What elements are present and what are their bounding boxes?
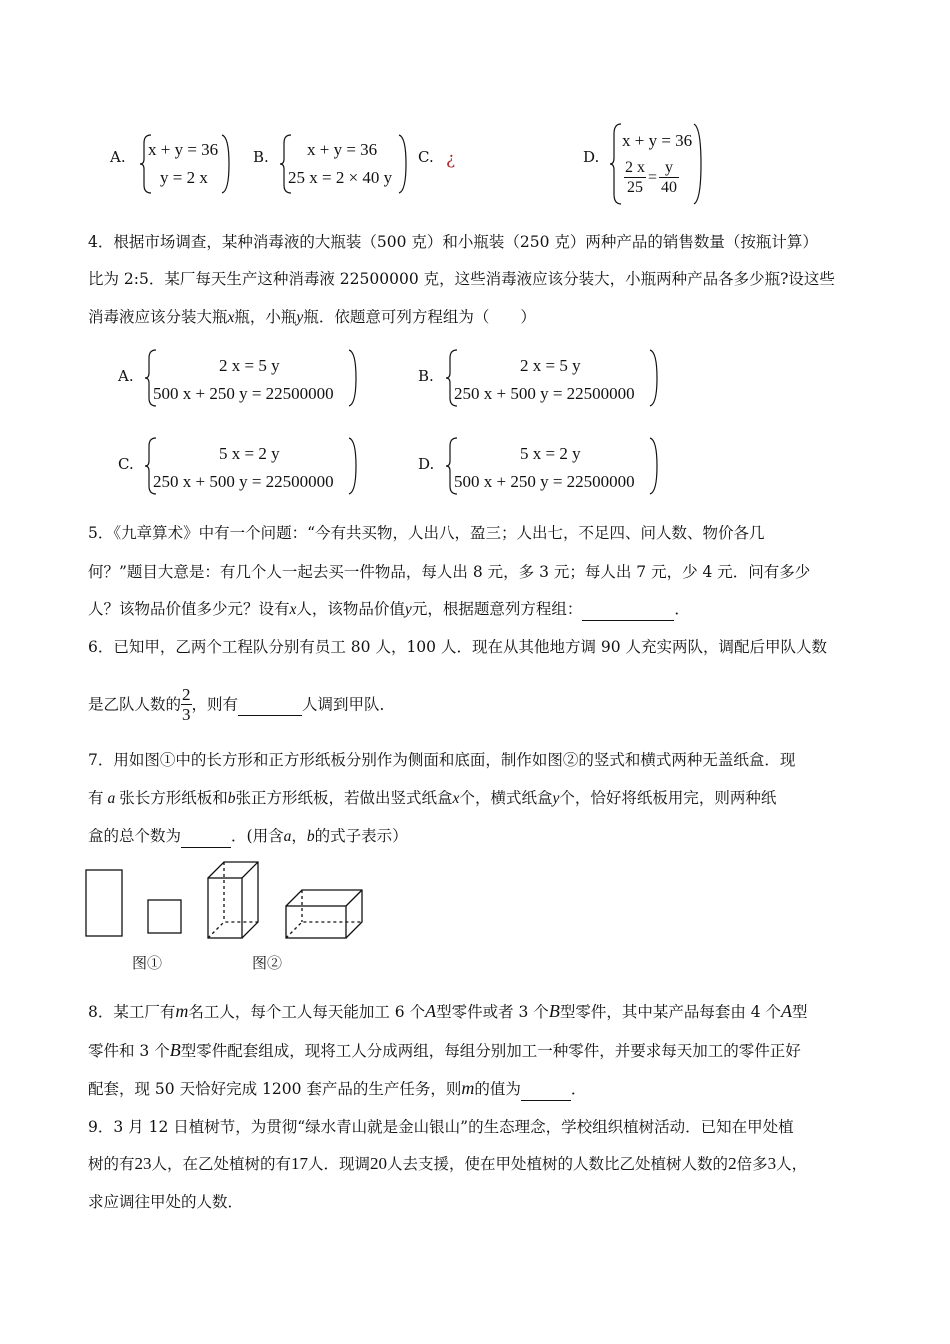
q9-line2: 树的有23人，在乙处植树的有17人．现调20人去支援，使在甲处植树的人数比乙处植树人数的2倍多3人， <box>88 1154 808 1173</box>
q3-a-eq2: y = 2 x <box>160 168 208 187</box>
rectangle-sheet <box>86 870 122 936</box>
q3-option-d-system <box>610 122 705 206</box>
horizontal-box <box>286 890 362 938</box>
q4-option-a-system <box>145 348 360 408</box>
vertical-box <box>208 862 258 938</box>
q4-c-eq1: 5 x = 2 y <box>219 444 280 463</box>
q3-d-eq-sign: = <box>648 168 658 186</box>
q4-option-c-label: C. <box>118 455 134 473</box>
fig1-caption: 图① <box>132 954 163 972</box>
q3-option-d-label: D. <box>583 148 600 166</box>
q4-option-b-system <box>446 348 661 408</box>
q6-answer-blank <box>238 693 302 716</box>
fig2-caption: 图② <box>252 954 283 972</box>
q4-option-d-label: D. <box>418 455 435 473</box>
q3-d-frac2-num: y <box>659 158 679 178</box>
q4-c-eq2: 250 x + 500 y = 22500000 <box>153 472 334 491</box>
q4-b-eq1: 2 x = 5 y <box>520 356 581 375</box>
q4-line3: 消毒液应该分装大瓶x瓶，小瓶y瓶．依题意可列方程组为（ ） <box>88 308 536 326</box>
q3-option-b-system <box>280 133 410 195</box>
q3-option-c-label: C. <box>418 148 434 166</box>
q7-figure-cardboard <box>80 860 380 945</box>
q4-option-c-system <box>145 436 360 496</box>
q5-line2: 何？”题目大意是：有几个人一起去买一件物品，每人出 8 元，多 3 元；每人出 7 元，少 4 元．问有多少 <box>88 563 811 581</box>
q6-line1: 6．已知甲，乙两个工程队分别有员工 80 人，100 人．现在从其他地方调 90 人充实两队，调配后甲队人数 <box>88 638 828 656</box>
q4-a-eq2: 500 x + 250 y = 22500000 <box>153 384 334 403</box>
q4-b-eq2: 250 x + 500 y = 22500000 <box>454 384 635 403</box>
q7-line2: 有 a 张长方形纸板和b张正方形纸板，若做出竖式纸盒x个，横式纸盒y个，恰好将纸板用完，则两种纸 <box>88 789 777 807</box>
q3-b-eq1: x + y = 36 <box>307 140 378 159</box>
q4-a-eq1: 2 x = 5 y <box>219 356 280 375</box>
q6-line2: 是乙队人数的 $\frac{2}{3}$ ，则有 人调到甲队． <box>88 685 396 724</box>
q8-line1: 8．某工厂有m名工人，每个工人每天能加工 6 个A型零件或者 3 个B型零件，其中某产品每套由 4 个A型 <box>88 1001 808 1021</box>
q7-line1: 7．用如图①中的长方形和正方形纸板分别作为侧面和底面，制作如图②的竖式和横式两种无盖纸盒．现 <box>88 751 796 769</box>
q3-option-a-system <box>138 133 233 195</box>
q9-line3: 求应调往甲处的人数． <box>88 1193 244 1211</box>
q6-frac-num: 2 <box>182 685 191 704</box>
q4-line2: 比为 2:5．某厂每天生产这种消毒液 22500000 克，这些消毒液应该分装大，小瓶两种产品各多少瓶?设这些 <box>88 270 835 288</box>
q3-b-eq2: 25 x = 2 × 40 y <box>288 168 393 187</box>
q8-answer-blank <box>521 1078 571 1101</box>
q9-line1: 9．3 月 12 日植树节，为贯彻“绿水青山就是金山银山”的生态理念，学校组织植树活动．已知在甲处植 <box>88 1118 794 1136</box>
q5-line1: 5．《九章算术》中有一个问题：“今有共买物，人出八，盈三；人出七，不足四、问人数、物价各几 <box>88 524 765 542</box>
q4-d-eq1: 5 x = 2 y <box>520 444 581 463</box>
q8-line3: 配套，现 50 天恰好完成 1200 套产品的生产任务，则m的值为 ． <box>88 1077 586 1101</box>
q4-option-b-label: B. <box>418 367 434 385</box>
q8-line2: 零件和 3 个B型零件配套组成，现将工人分成两组，每组分别加工一种零件，并要求每天加工的零件正好 <box>88 1040 801 1060</box>
q4-option-d-system <box>446 436 661 496</box>
q3-option-a-label: A. <box>110 148 126 166</box>
q3-option-c-glyph: ¿ <box>446 149 456 169</box>
q4-option-a-label: A. <box>118 367 134 385</box>
q3-d-frac2-den: 40 <box>661 179 678 196</box>
q6-frac-den: 3 <box>182 705 191 724</box>
q4-d-eq2: 500 x + 250 y = 22500000 <box>454 472 635 491</box>
q3-a-eq1: x + y = 36 <box>148 140 219 159</box>
q3-d-frac1-num: 2 x <box>625 159 645 176</box>
q3-d-frac1-den: 25 <box>627 179 643 196</box>
q3-option-b-label: B. <box>253 148 269 166</box>
q7-line3: 盒的总个数为 ．(用含a，b的式子表示） <box>88 825 408 848</box>
q4-line1: 4．根据市场调查，某种消毒液的大瓶装（500 克）和小瓶装（250 克）两种产品的销售数量（按瓶计算） <box>88 233 818 251</box>
q5-answer-blank <box>582 598 674 621</box>
square-sheet <box>148 900 181 933</box>
q5-line3: 人？该物品价值多少元？设有x人，该物品价值y元，根据题意列方程组： ． <box>88 598 690 621</box>
q3-d-eq1: x + y = 36 <box>622 131 693 150</box>
q7-answer-blank <box>181 825 231 848</box>
